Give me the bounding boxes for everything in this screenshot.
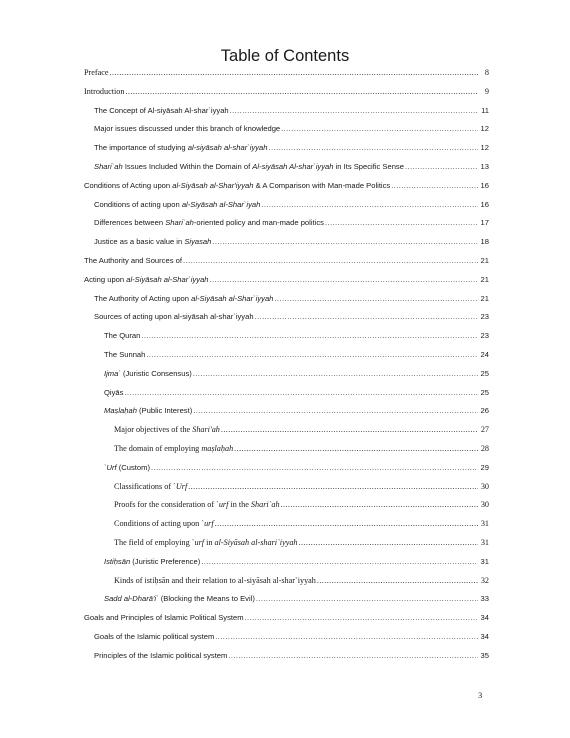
- toc-entry-title-part: Principles of the Islamic political system: [94, 650, 228, 660]
- toc-entry-title: [104, 387, 123, 399]
- toc-entry-page: 30: [480, 481, 489, 491]
- toc-entry-title-part: (Juristic Consensus): [120, 368, 192, 378]
- toc-entry-page: 34: [480, 632, 489, 641]
- toc-leader-dots: [215, 518, 478, 530]
- toc-entry-title-part: Qiyās: [104, 387, 124, 397]
- toc-entry-title: [84, 67, 109, 79]
- toc-entry-title-part: Urf: [175, 481, 188, 491]
- toc-entry-title-part: al-Siyāsah al-Shar`iyyah: [191, 293, 274, 303]
- toc-entry-page: 18: [480, 237, 489, 247]
- toc-entry-title: [114, 443, 233, 455]
- toc-leader-dots: [124, 387, 478, 399]
- toc-entry-page: 21: [480, 256, 489, 265]
- toc-entry-title-part: Shari`ah: [165, 218, 194, 228]
- toc-entry-page: 12: [480, 143, 489, 153]
- toc-entry[interactable]: [84, 180, 489, 192]
- toc-entry-title-part: (Public Interest): [136, 406, 193, 416]
- page-number: 3: [478, 690, 483, 700]
- toc-entry-title-part: Shari'ah: [192, 425, 220, 435]
- toc-entry-title: [94, 311, 254, 323]
- toc-entry-page: 34: [480, 613, 489, 623]
- toc-entry-page: 12: [480, 124, 489, 134]
- toc-entry-title: [84, 255, 182, 267]
- toc-entry[interactable]: [114, 443, 489, 455]
- toc-entry-page: 16: [480, 199, 489, 209]
- toc-leader-dots: [228, 650, 478, 662]
- toc-entry-title-part: Classifications of `: [114, 481, 176, 491]
- toc-entry[interactable]: [104, 462, 489, 474]
- toc-entry-page: 8: [484, 68, 489, 77]
- toc-entry-title-part: The field of employing `: [114, 538, 195, 547]
- toc-entry-title: [104, 368, 192, 380]
- toc-entry[interactable]: [94, 199, 489, 211]
- toc-leader-dots: [188, 481, 478, 493]
- toc-entry-title: [94, 142, 267, 154]
- toc-entry-title: [94, 293, 273, 305]
- toc-entry-title: [104, 556, 200, 568]
- toc-entry-title-part: in: [204, 538, 215, 547]
- toc-entry-title-part: Ijma`: [104, 368, 121, 378]
- toc-entry-title: [94, 199, 260, 211]
- toc-entry[interactable]: [94, 161, 489, 173]
- toc-entry-page: 11: [481, 105, 489, 115]
- toc-entry-title-part: Goals and Principles of Islamic Political System: [84, 613, 244, 623]
- toc-entry-page: 21: [480, 293, 489, 303]
- toc-entry[interactable]: [94, 105, 489, 117]
- toc-leader-dots: [281, 499, 478, 511]
- toc-entry-page: 17: [480, 218, 489, 228]
- toc-leader-dots: [212, 236, 478, 248]
- toc-entry-title-part: Conditions of Acting upon: [84, 180, 173, 190]
- toc-entry-title-part: in the: [228, 500, 251, 510]
- toc-entry-title-part: Major objectives of the: [114, 425, 193, 435]
- toc-entry-page: 33: [480, 594, 489, 604]
- toc-leader-dots: [210, 274, 478, 286]
- toc-entry[interactable]: [94, 293, 489, 305]
- toc-leader-dots: [201, 556, 478, 568]
- toc-entry-title: [114, 537, 298, 549]
- toc-entry[interactable]: [114, 481, 489, 493]
- toc-entry-page: 32: [480, 575, 489, 585]
- toc-entry-title-part: The Authority and Sources of: [84, 256, 182, 265]
- toc-leader-dots: [125, 86, 478, 98]
- toc-leader-dots: [183, 255, 478, 267]
- toc-entry-title-part: Proofs for the consideration of `: [114, 500, 219, 510]
- toc-leader-dots: [234, 443, 478, 455]
- toc-leader-dots: [146, 349, 478, 361]
- toc-entry-title: [94, 123, 280, 135]
- toc-entry-title: [94, 650, 227, 662]
- toc-entry-page: 26: [480, 406, 489, 416]
- toc-entry-title-part: The Sunnah: [104, 350, 146, 359]
- toc-entry-title-part: urf: [194, 538, 205, 547]
- toc-entry[interactable]: [104, 556, 489, 568]
- toc-entry-title-part: Maṣlaḥah: [104, 406, 137, 416]
- toc-entry[interactable]: [114, 518, 489, 530]
- toc-entry-title: [94, 631, 214, 643]
- toc-entry-title-part: The Authority of Acting upon: [94, 293, 192, 303]
- toc-entry-title: [94, 161, 404, 173]
- toc-leader-dots: [325, 217, 478, 229]
- toc-leader-dots: [317, 575, 478, 587]
- toc-entry[interactable]: [104, 593, 489, 605]
- toc-entry-title: [114, 499, 280, 511]
- toc-leader-dots: [193, 368, 478, 380]
- toc-entry-title: [94, 217, 324, 229]
- toc-entry[interactable]: [94, 217, 489, 229]
- toc-entry-page: 31: [480, 538, 489, 547]
- toc-entry-title-part: -oriented policy and man-made politics: [193, 218, 324, 228]
- toc-entry-title-part: The domain of employing: [114, 444, 202, 453]
- toc-entry-title-part: Istiḥsān: [104, 556, 131, 566]
- toc-entry-page: 31: [480, 519, 489, 529]
- toc-entry-title-part: Sadd al-Dharā'i`: [104, 594, 159, 604]
- toc-leader-dots: [391, 180, 478, 192]
- toc-leader-dots: [221, 424, 478, 436]
- toc-entry-title: [104, 593, 255, 605]
- toc-entry-title: [84, 274, 209, 286]
- toc-entry-page: 9: [484, 86, 489, 96]
- toc-entry-title-part: Siyasah: [184, 237, 212, 247]
- toc-leader-dots: [215, 631, 478, 643]
- toc-entry[interactable]: [104, 368, 489, 380]
- toc-entry-page: 23: [480, 331, 489, 341]
- toc-leader-dots: [261, 199, 478, 211]
- toc-leader-dots: [405, 161, 478, 173]
- toc-entry[interactable]: [84, 67, 489, 79]
- toc-entry-page: 35: [480, 650, 489, 660]
- toc-entry-title-part: al-Siyāsah al-shari`iyyah: [214, 538, 298, 547]
- toc-entry[interactable]: [84, 86, 489, 98]
- toc-entry-title: [114, 575, 316, 587]
- toc-leader-dots: [299, 537, 478, 549]
- toc-entry[interactable]: [104, 349, 489, 361]
- toc-entry-title-part: Kinds of istiḥsān and their relation to al-siyāsah al-shar`iyyah: [114, 575, 316, 585]
- toc-entry-title-part: Conditions of acting upon `: [114, 519, 205, 529]
- toc-entry-title-part: The Concept of Al-siyāsah Al-shar`iyyah: [94, 105, 229, 115]
- toc-entry-title-part: urf: [204, 519, 214, 529]
- toc-entry-page: 25: [480, 387, 489, 397]
- page-title: Table of Contents: [220, 47, 350, 65]
- toc-leader-dots: [268, 142, 478, 154]
- toc-entry-title-part: The importance of studying: [94, 143, 188, 153]
- toc-entry-title: [114, 481, 187, 493]
- toc-leader-dots: [230, 105, 478, 117]
- toc-entry-title-part: Acting upon: [84, 274, 127, 284]
- toc-entry-page: 24: [480, 350, 489, 359]
- toc-leader-dots: [110, 67, 478, 79]
- toc-entry-title-part: (Custom): [116, 462, 150, 472]
- toc-entry[interactable]: [94, 631, 489, 643]
- toc-entry-title: [104, 330, 140, 342]
- toc-leader-dots: [255, 311, 478, 323]
- toc-entry-title-part: al-Siyāsah al-Shar'iyyah: [172, 180, 254, 190]
- toc-entry-title: [104, 462, 150, 474]
- toc-entry[interactable]: [104, 405, 489, 417]
- toc-entry-title: [114, 518, 214, 530]
- toc-entry-page: 29: [480, 462, 489, 472]
- toc-entry-title-part: al-Siyāsah al-Shar`iyah: [181, 199, 261, 209]
- toc-entry[interactable]: [94, 650, 489, 662]
- toc-entry[interactable]: [94, 142, 489, 154]
- toc-entry-title-part: maṣlaḥah: [201, 444, 234, 453]
- toc-entry-title-part: in Its Specific Sense: [333, 162, 404, 171]
- toc-entry-title-part: al-siyāsah al-shar`iyyah: [187, 143, 268, 153]
- toc-entry-title-part: Introduction: [84, 86, 125, 96]
- toc-entry-title: [114, 424, 220, 436]
- toc-entry-page: 30: [480, 500, 489, 510]
- toc-entry-page: 27: [480, 425, 489, 435]
- toc-leader-dots: [245, 612, 478, 624]
- toc-leader-dots: [141, 330, 478, 342]
- toc-entry-page: 21: [480, 274, 489, 284]
- toc-entry-title-part: `Urf: [104, 462, 117, 472]
- toc-entry-page: 23: [480, 312, 489, 322]
- toc-entry[interactable]: [84, 274, 489, 286]
- toc-entry-title: [94, 236, 211, 248]
- toc-entry-title-part: Conditions of acting upon: [94, 199, 182, 209]
- toc-entry-title: [104, 349, 145, 361]
- toc-entry[interactable]: [114, 499, 489, 511]
- toc-entry-title: [104, 405, 192, 417]
- toc-entry-title-part: & A Comparison with Man-made Politics: [253, 180, 391, 190]
- toc-entry-title-part: Al-siyāsah Al-shar`iyyah: [252, 162, 334, 171]
- toc-entry[interactable]: [114, 575, 489, 587]
- toc-entry-title-part: Sources of acting upon al-siyāsah al-shar`iyyah: [94, 312, 254, 322]
- toc-leader-dots: [193, 405, 478, 417]
- toc-entry-title: [94, 105, 229, 117]
- toc-entry-page: 16: [480, 180, 489, 190]
- toc-entry-title-part: al-Siyāsah al-Shar`iyyah: [126, 274, 209, 284]
- toc-entry-title-part: Preface: [84, 68, 109, 77]
- toc-entry[interactable]: [114, 424, 489, 436]
- toc-entry[interactable]: [84, 255, 489, 267]
- toc-entry-page: 28: [480, 444, 489, 453]
- toc-entry[interactable]: [114, 537, 489, 549]
- toc-entry-title-part: (Juristic Preference): [130, 556, 201, 566]
- toc-entry-title-part: Shari`ah: [94, 162, 123, 171]
- toc-entry-title: [84, 86, 124, 98]
- toc-entry[interactable]: [94, 123, 489, 135]
- toc-entry-title-part: Shari`ah: [250, 500, 280, 510]
- toc-entry-title-part: (Blocking the Means to Evil): [158, 594, 255, 604]
- toc-entry-title: [84, 612, 244, 624]
- toc-entry[interactable]: [84, 612, 489, 624]
- toc-entry-title-part: Differences between: [94, 218, 166, 228]
- toc-entry[interactable]: [94, 236, 489, 248]
- toc-entry-title-part: Major issues discussed under this branch of knowledge: [94, 124, 281, 134]
- toc-leader-dots: [256, 593, 478, 605]
- toc-leader-dots: [281, 123, 478, 135]
- toc-entry-title-part: The Quran: [104, 331, 141, 341]
- toc-entry-page: 25: [480, 368, 489, 378]
- toc-entry-title-part: Justice as a basic value in: [94, 237, 185, 247]
- toc-entry[interactable]: [94, 311, 489, 323]
- toc-entry-title-part: Issues Included Within the Domain of: [122, 162, 253, 171]
- toc-entry-title: [84, 180, 390, 192]
- toc-entry-title-part: Goals of the Islamic political system: [94, 632, 215, 641]
- toc-entry[interactable]: [104, 330, 489, 342]
- toc-entry-page: 13: [480, 162, 489, 171]
- toc-entry-page: 31: [480, 556, 489, 566]
- toc-leader-dots: [151, 462, 478, 474]
- toc-entry-title-part: urf: [218, 500, 229, 510]
- toc-leader-dots: [274, 293, 478, 305]
- toc-entry[interactable]: [104, 387, 489, 399]
